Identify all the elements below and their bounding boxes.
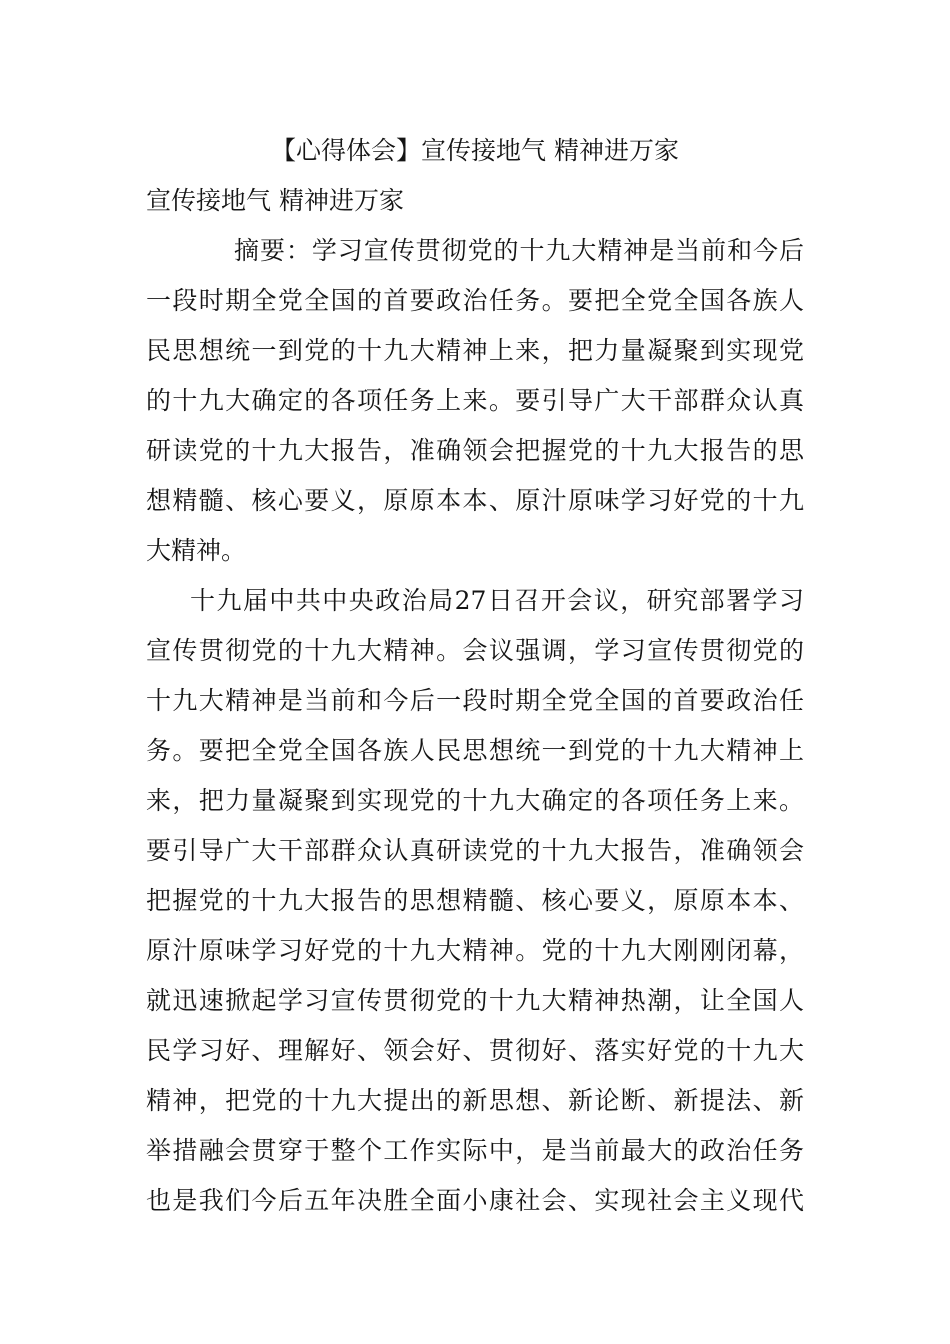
body-line: 民学习好、理解好、领会好、贯彻好、落实好党的十九大: [146, 1036, 804, 1065]
abstract-line: 民思想统一到党的十九大精神上来，把力量凝聚到实现党: [146, 336, 804, 365]
abstract-line: 研读党的十九大报告，准确领会把握党的十九大报告的思: [146, 436, 804, 465]
abstract-line: 想精髓、核心要义，原原本本、原汁原味学习好党的十九: [146, 486, 804, 515]
body-line: 举措融会贯穿于整个工作实际中，是当前最大的政治任务: [146, 1136, 804, 1165]
body-line: 十九大精神是当前和今后一段时期全党全国的首要政治任: [146, 686, 804, 715]
body-line: 十九届中共中央政治局27日召开会议，研究部署学习: [190, 586, 804, 615]
abstract-line: 的十九大确定的各项任务上来。要引导广大干部群众认真: [146, 386, 804, 415]
body-line: 把握党的十九大报告的思想精髓、核心要义，原原本本、: [146, 886, 804, 915]
abstract-line: 一段时期全党全国的首要政治任务。要把全党全国各族人: [146, 286, 804, 315]
body-line: 要引导广大干部群众认真研读党的十九大报告，准确领会: [146, 836, 804, 865]
body-line: 精神，把党的十九大提出的新思想、新论断、新提法、新: [146, 1086, 804, 1115]
body-line: 就迅速掀起学习宣传贯彻党的十九大精神热潮，让全国人: [146, 986, 804, 1015]
abstract-line: 摘要：学习宣传贯彻党的十九大精神是当前和今后: [234, 236, 804, 265]
body-line: 来，把力量凝聚到实现党的十九大确定的各项任务上来。: [146, 786, 804, 815]
body-line: 务。要把全党全国各族人民思想统一到党的十九大精神上: [146, 736, 804, 765]
body-line: 宣传贯彻党的十九大精神。会议强调，学习宣传贯彻党的: [146, 636, 804, 665]
document-subtitle: 宣传接地气 精神进万家: [146, 186, 404, 215]
abstract-line: 大精神。: [146, 536, 247, 565]
document-title: 【心得体会】宣传接地气 精神进万家: [271, 136, 679, 165]
body-line: 也是我们今后五年决胜全面小康社会、实现社会主义现代: [146, 1186, 804, 1215]
body-line: 原汁原味学习好党的十九大精神。党的十九大刚刚闭幕，: [146, 936, 804, 965]
